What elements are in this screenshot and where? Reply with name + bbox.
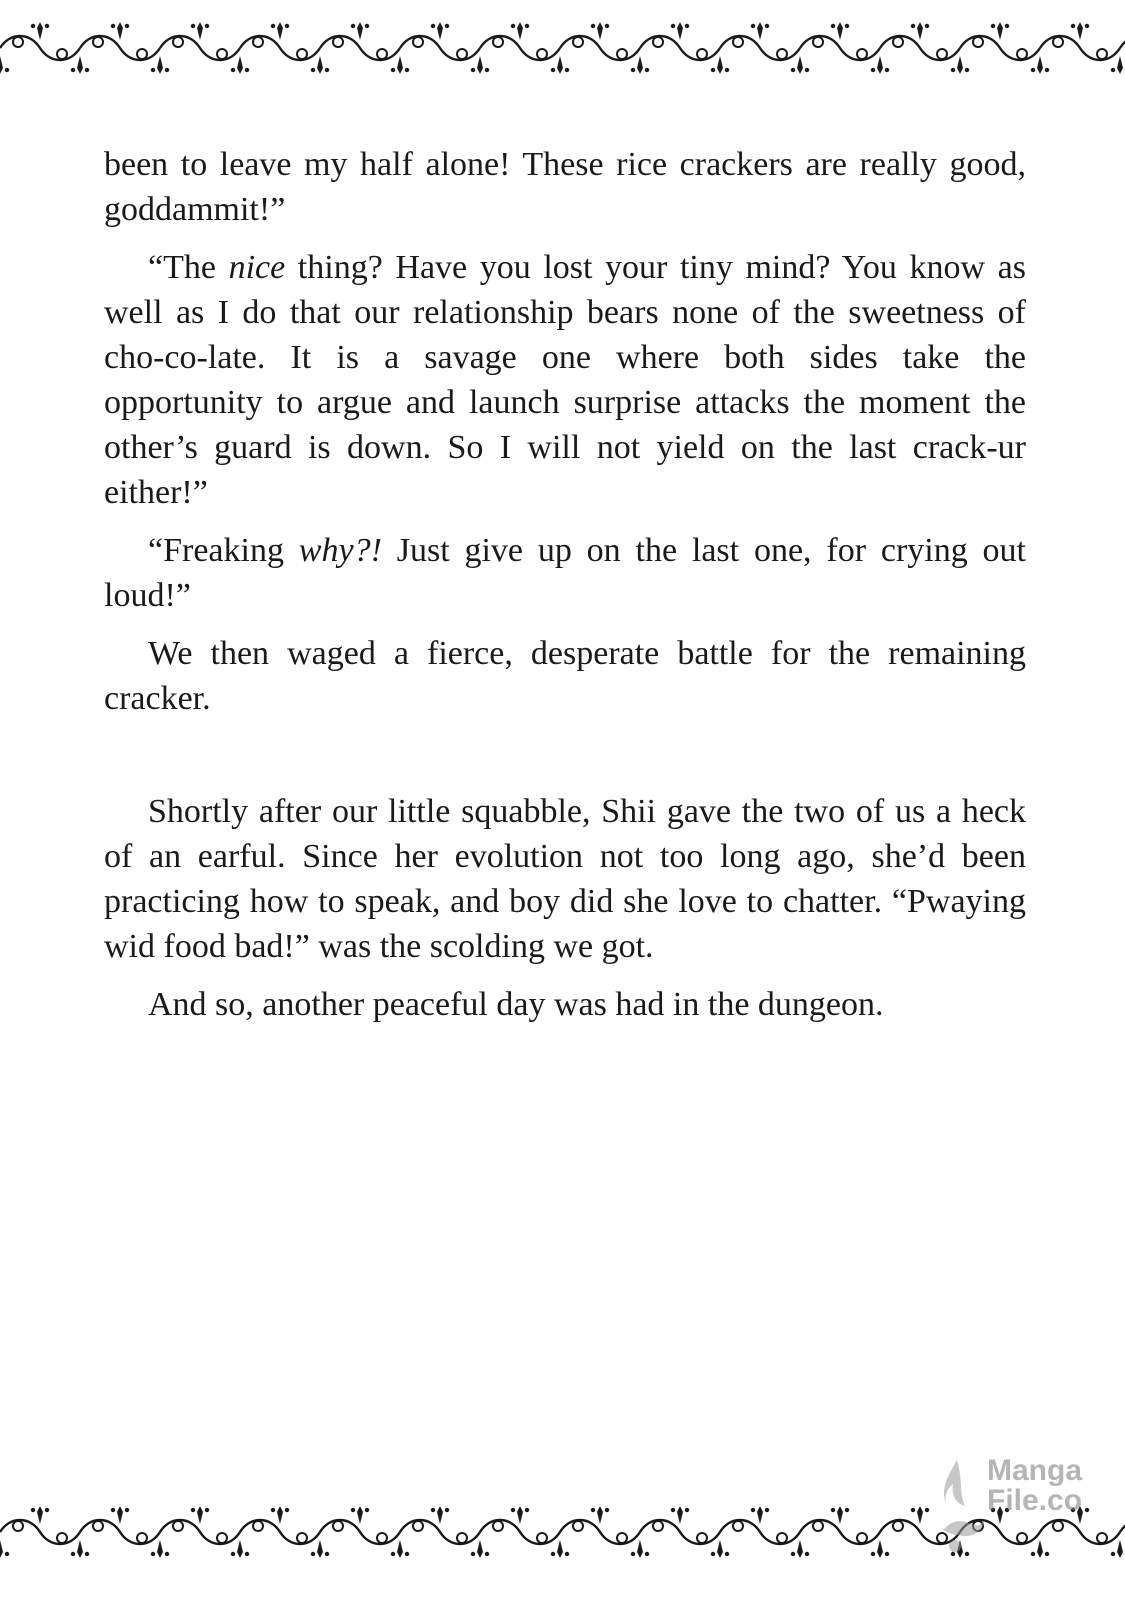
- paragraph-2-text-b: thing? Have you lost your tiny mind? You know as well as I do that our relationship bears none of the sweetness of cho-co-late. It is a savage one where both sides take the opportunity to argue and launch surprise attacks the moment the other’s guard is down. So I will not yield on the last crack-ur either!”: [104, 249, 1027, 511]
- ornament-motif: [151, 22, 240, 74]
- ornament-motif: [631, 22, 720, 74]
- watermark-flame-icon: [935, 1450, 995, 1560]
- ornament-motif: [471, 22, 560, 74]
- ornament-motif: [391, 1506, 480, 1558]
- paragraph-4: [104, 631, 1026, 721]
- ornament-motif: [711, 1506, 800, 1558]
- paragraph-1: [104, 142, 1026, 232]
- ornament-motif: [71, 1506, 160, 1558]
- ornament-motif: [551, 1506, 640, 1558]
- ornament-motif: [231, 22, 320, 74]
- ornament-motif: [551, 22, 640, 74]
- paragraph-6: [104, 982, 1026, 1027]
- paragraph-2: [104, 245, 1026, 515]
- ornament-motif: [151, 1506, 240, 1558]
- paragraph-6-text: And so, another peaceful day was had in the dungeon.: [148, 986, 884, 1023]
- ornament-motif: [0, 22, 80, 74]
- ornament-motif: [711, 22, 800, 74]
- ornament-motif: [471, 1506, 560, 1558]
- scene-break: [104, 734, 1026, 789]
- ornament-motif: [391, 22, 480, 74]
- paragraph-3: [104, 528, 1026, 618]
- ornament-motif: [951, 22, 1040, 74]
- watermark-line-1: Manga: [987, 1454, 1083, 1487]
- paragraph-3-italic: why?!: [298, 532, 382, 569]
- ornament-svg-top: [0, 18, 1125, 78]
- ornament-motif: [311, 22, 400, 74]
- page-body: [104, 142, 1026, 1040]
- ornament-motif: [231, 1506, 320, 1558]
- top-ornamental-border: [0, 18, 1125, 78]
- ornament-motif: [791, 1506, 880, 1558]
- ornament-motif: [1031, 22, 1120, 74]
- ornament-motif: [631, 1506, 720, 1558]
- paragraph-2-italic: nice: [228, 249, 286, 286]
- watermark-line-2: File.co: [987, 1484, 1083, 1517]
- paragraph-4-text: We then waged a fierce, desperate battle for the remaining cracker.: [104, 635, 1026, 717]
- ornament-motif: [1111, 22, 1125, 74]
- ornament-motif: [71, 22, 160, 74]
- paragraph-3-text-a: “Freaking: [148, 532, 299, 569]
- paragraph-1-text: been to leave my half alone! These rice crackers are really good, goddammit!”: [104, 146, 1026, 228]
- paragraph-5: [104, 789, 1026, 969]
- watermark: [935, 1450, 1115, 1570]
- ornament-motif: [791, 22, 880, 74]
- ornament-motif: [311, 1506, 400, 1558]
- ornament-motif: [871, 22, 960, 74]
- paragraph-5-text: Shortly after our little squabble, Shii gave the two of us a heck of an earful. Since her evolution not too long ago, she’d been practicing how to speak, and boy did she love to chatter. “Pwaying wid food bad!” was the scolding we got.: [104, 793, 1026, 965]
- ornament-motif: [0, 1506, 80, 1558]
- paragraph-3-text-b: Just give up on the last one, for crying out loud!”: [104, 532, 1026, 614]
- paragraph-2-text-a: “The: [148, 249, 229, 286]
